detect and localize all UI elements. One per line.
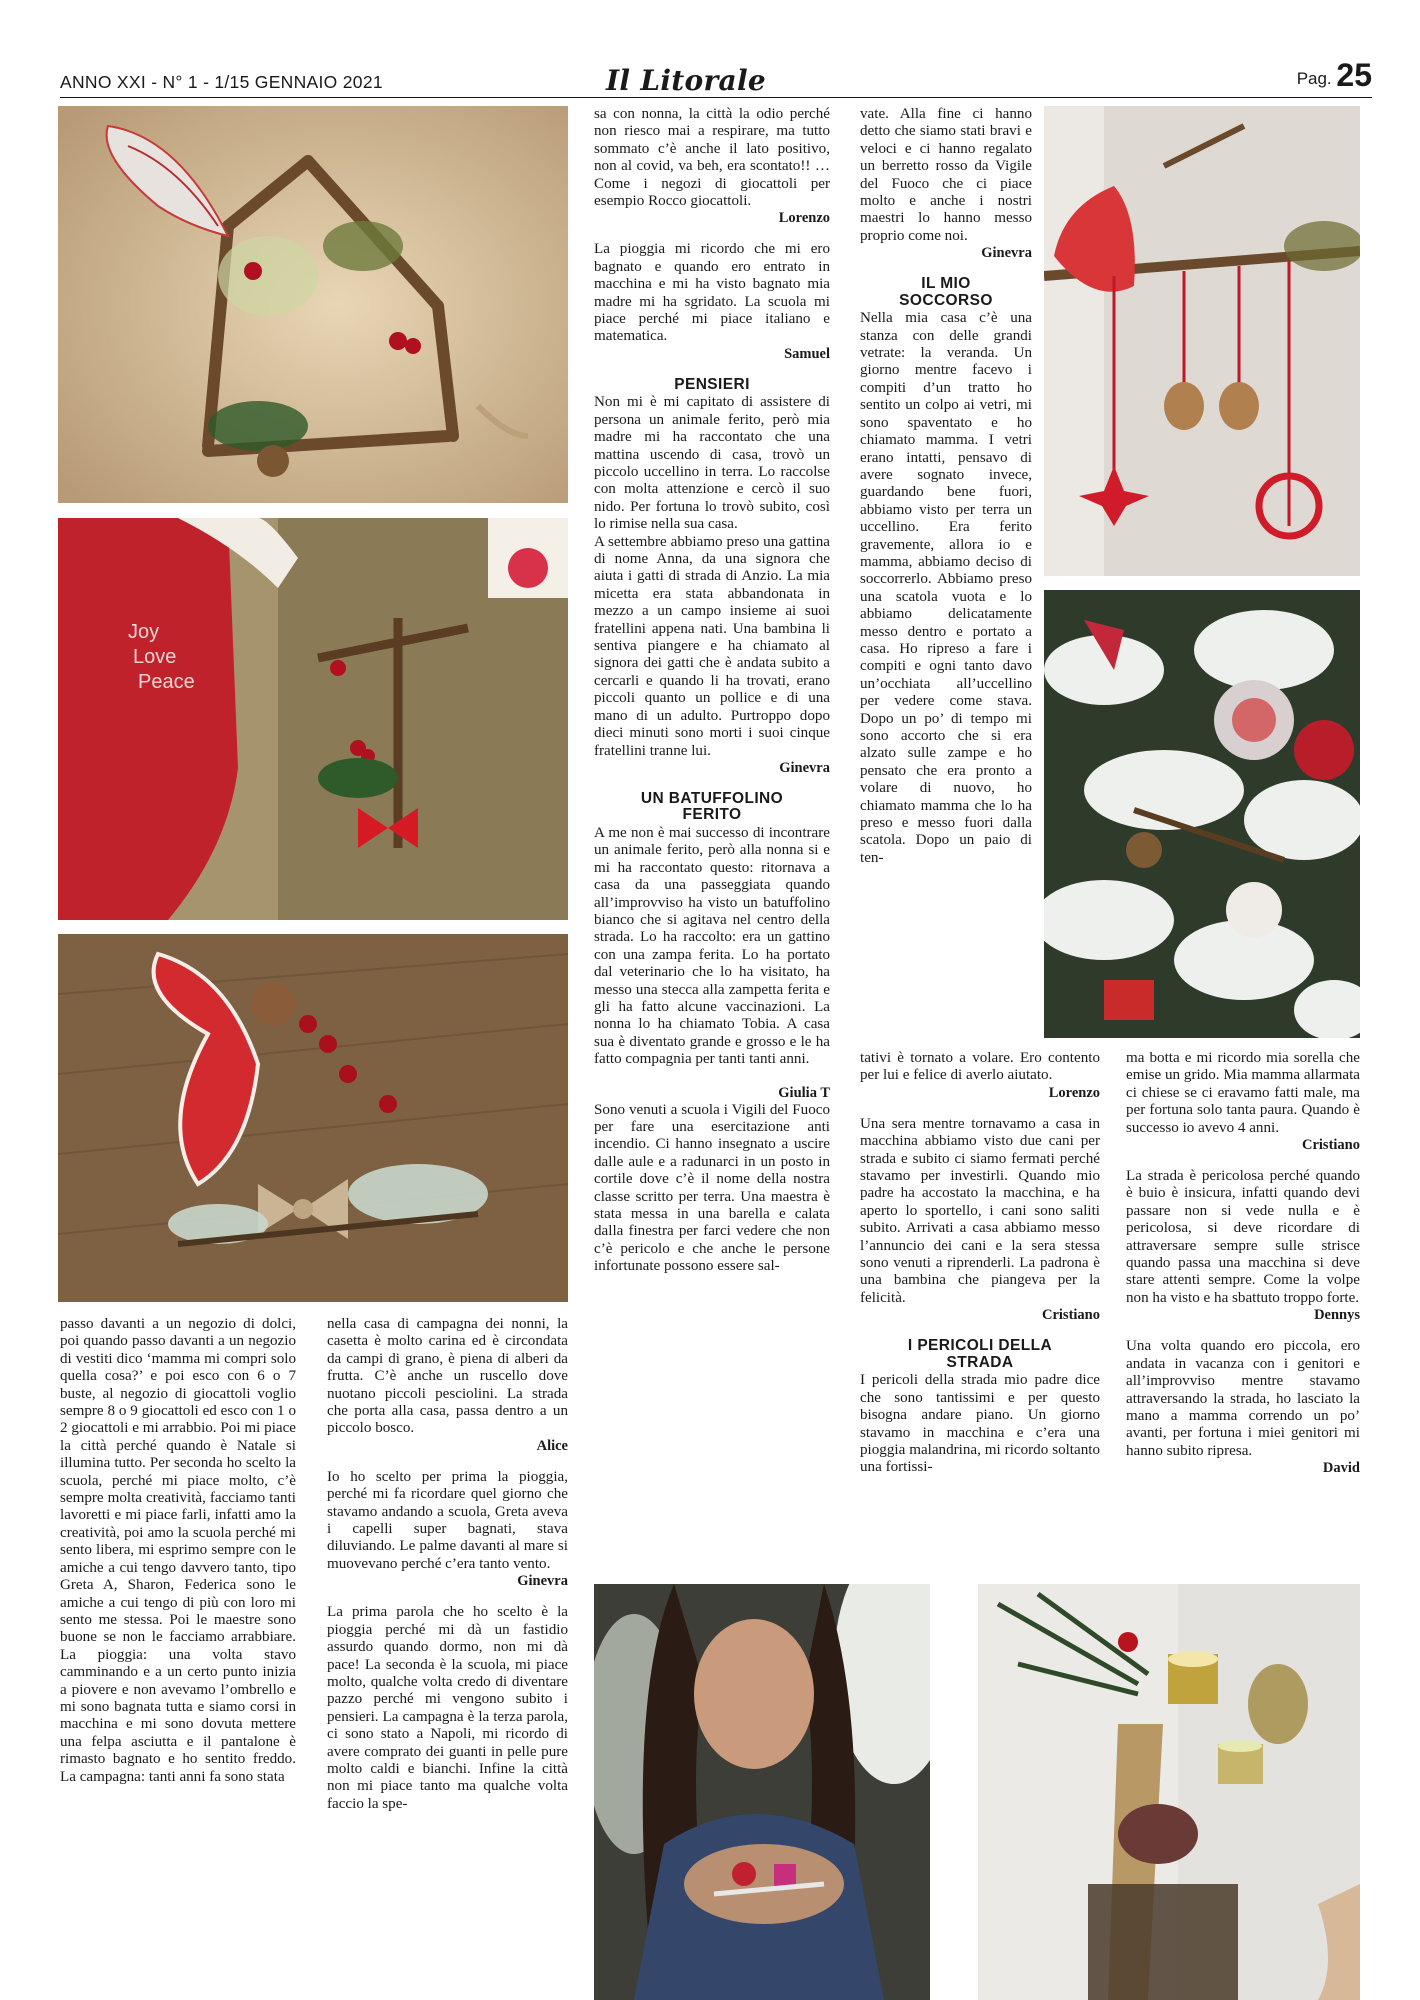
article-text: vate. Alla fine ci hanno detto che siamo stati bravi e veloci e ci hanno regalato un berretto rosso da Vigile del Fuoco che ci piace molto e anche i nostri maestri lo hanno messo proprio come noi. [860,106,1032,244]
stocking-text-joy: Joy [128,621,160,643]
author-signature: Lorenzo [1048,1084,1100,1101]
author-signature: Ginevra [779,759,830,776]
author-signature: Giulia T [778,1084,830,1101]
article-text: ma botta e mi ricordo mia sorella che emise un grido. Mia mamma allarmata ci chiese se ci eravamo fatti male, ma per fortuna solo tanta paura. Quando è successo io avevo 4 anni. [1126,1050,1360,1136]
photo-jar-candle-centerpiece [978,1584,1360,2000]
page-label: Pag. [1296,69,1332,88]
page-num: 25 [1336,57,1372,93]
column-5 [1126,1050,1360,1576]
photo-leaf-ornament-on-wood [58,934,568,1302]
column-4-upper [860,106,1032,1050]
article-text: La prima parola che ho scelto è la pioggia perché mi dà un fastidio assurdo quando dormo, non mi dà pace! La seconda è la scuola, mi piace molto, qualche volta credo di diventare pazzo perché mi vengono subito i pensieri. La campagna è la terza parola, ci sono stato a Napoli, mi ricordo di avere comprato dei guanti in pelle pure molto caldi e bianchi. Infine la città non mi piace tanto ma qualche volta faccio la spe- [327,1604,568,1812]
article-text: A me non è mai successo di incontrare un animale ferito, però alla nonna si e mi ha raccontato questo: ritornava a casa da una passeggiata quando all’improvviso ha visto un batuffolino bianco che si agitava nel centro della strada. Lo ha raccolto: era un gattino con una zampa ferita. Lo ha portato dal veterinario che lo ha visitato, ha messo una stecca alla zampetta ferita e gli ha fatto alcune vaccinazioni. La nonna lo ha chiamato Tobia. A casa sua è diventato grande e grosso e le ha fatto compagnia per tanti tanti anni. [594,824,830,1068]
masthead-title: Il Litorale [605,64,767,97]
photo-twig-house-wreath [58,106,568,503]
stocking-text-peace: Peace [138,671,195,693]
article-text: La strada è pericolosa perché quando è buio è insicura, infatti quando devi passare non si vede nulla e è pericolosa, si deve ricordare di attraversare sempre sulle strisce quando passa una macchina si deve stare attenti sempre. Come la volpe non ha visto e ha sbattuto troppo forte. [1126,1168,1360,1306]
page-header [60,58,1372,98]
photo-christmas-stocking [58,518,568,920]
article-text: A settembre abbiamo preso una gattina di nome Anna, da una signora che aiuta i gatti di strada di Anzio. La mia micetta era stata abbandonata in mezzo a un campo insieme ai suoi fratellini appena nati. Una bambina li sentiva piangere e ha chiamato al signora dei gatti che è andata subito a cercarli e quando li ha trovati, erano piccoli quanto un pollice e di una mano di un adulto. Purtroppo dopo dieci minuti sono morti i suoi cinque fratellini tranne lui. [594,533,830,759]
article-text: Io ho scelto per prima la pioggia, perché mi fa ricordare quel giorno che stavamo andando a scuola, Greta aveva i capelli super bagnati, stava diluviando. Le palme davanti al mare si muovevano perché c’era tanto vento. [327,1468,568,1572]
column-4-lower [860,1050,1100,1576]
column-3 [594,106,830,1576]
author-signature: Lorenzo [778,210,830,227]
issue-info: ANNO XXI - N° 1 - 1/15 GENNAIO 2021 [60,72,383,92]
article-text: sa con nonna, la città la odio perché non riesco mai a respirare, ma tutto sommato c’è anche il lato positivo, non al covid, va beh, era scontato!! … Come i negozi di giocattoli per esempio Rocco giocattoli. [594,106,830,210]
article-text: passo davanti a un negozio di dolci, poi quando passo davanti a un negozio di vestiti dico ‘mamma mi compri solo quella cosa?’ e poi esco con 6 o 7 buste, al negozio di giocattoli voglio sempre 8 o 9 giocattoli ed esco con 1 o 2 giocattoli e mi arrabbio. Poi mi piace la città perché quando è Natale si illumina tutto. Per seconda ho scelto la scuola, perché mi piace molto, c’è sempre molta creatività, facciamo tanti lavoretti e mi piace farli, infatti amo la creatività, poi amo la scuola perché mi sento libera, mi esprimo sempre con le amiche a cui tengo davvero tanto, tipo Greta A, Sharon, Federica sono le amiche a cui tengo di più con loro mi sento me stessa. Poi le maestre sono buone se non le facciamo arrabbiare. La pioggia: una volta stavo camminando e a un certo punto inizia a piovere e non avevamo l’ombrello e mi sono bagnata tutta e siamo corsi in macchina e mi sono dovuta mettere una felpa asciutta e il pantalone è rimasto bagnato e ho sentito freddo. La campagna: tanti anni fa sono stata [60,1316,296,1785]
author-signature: Dennys [1314,1307,1360,1324]
photo-hanging-twig-ornament [1044,106,1360,576]
article-heading: I PERICOLI DELLA STRADA [907,1337,1053,1371]
article-text: I pericoli della strada mio padre dice che sono tantissimi e per questo bisogna andare piano. Un giorno stavamo in macchina e c’era una pioggia malandrina, mi ricordo soltanto una fortissi- [860,1372,1100,1476]
stocking-text-love: Love [133,646,177,668]
article-heading: IL MIO SOCCORSO [899,275,993,309]
article-text: nella casa di campagna dei nonni, la casetta è molto carina ed è circondata da campi di grano, è piena di alberi da frutta. C’è anche un ruscello dove nuotano piccoli pesciolini. La strada che porta alla casa, passa dentro a un piccolo bosco. [327,1316,568,1437]
column-center-bottom [327,1316,568,1996]
author-signature: Samuel [784,345,830,362]
article-heading: UN BATUFFOLINO FERITO [640,789,784,824]
author-signature: Cristiano [1302,1137,1360,1154]
article-text: Non mi è mi capitato di assistere di persona un animale ferito, però mia madre mi ha raccontato che una mattina uscendo di casa, trovò un piccolo uccellino in terra. Lo raccolse con molta attenzione e cercò il suo nido. Per fortuna lo trovò subito, così lo rimise nella sua casa. [594,394,830,533]
article-text: tativi è tornato a volare. Ero contento per lui e felice di averlo aiutato. [860,1050,1100,1084]
article-text: La pioggia mi ricordo che mi ero bagnato e quando ero entrato in macchina e mi ha visto bagnato mia madre mi ha sgridato. La scuola mi piace perché mi piace italiano e matematica. [594,241,830,345]
author-signature: Ginevra [981,245,1032,262]
author-signature: David [1322,1460,1360,1477]
page-number [1297,57,1372,94]
author-signature: Ginevra [517,1573,568,1590]
author-signature: Alice [536,1437,568,1454]
article-text: Una volta quando ero piccola, ero andata in vacanza con i genitori e all’improvviso mentre stavamo attraversando la strada, ho lasciato la mano a mamma correndo un po’ avanti, per fortuna i miei genitori mi hanno subito ripresa. [1126,1338,1360,1459]
article-heading: PENSIERI [674,375,750,393]
article-text: Sono venuti a scuola i Vigili del Fuoco per fare una esercitazione anti incendio. Ci hanno insegnato a uscire dalle aule e a radunarci in un posto in cortile dove c’è il nome della nostra classe scritto per terra. Una maestra è stata messa in una barella e calata dalla finestra per farci vedere che non c’è pericolo e che anche le persone infortunate possono essere sal- [594,1101,830,1275]
photo-snowy-christmas-tree [1044,590,1360,1038]
article-text: Nella mia casa c’è una stanza con delle grandi vetrate: la veranda. Un giorno mentre facevo i compiti d’un tratto ho sentito un colpo ai vetri, mi sono spaventato e ho chiamato mamma. I vetri erano intatti, pensavo di avere sognato invece, guardando bene fuori, abbiamo visto per terra un uccellino. Era ferito gravemente, allora io e mamma, abbiamo deciso di soccorrerlo. Abbiamo preso una scatola vuota e lo abbiamo delicatamente messo dentro e portato a casa. Ho ripreso a fare i compiti e ogni tanto davo un’occhiata all’uccellino per vedere come stava. Dopo un po’ di tempo mi sono accorto che si era alzato sulle zampe e ho pensato che era pronto a volare di nuovo, ho chiamato mamma che lo ha preso e messo fuori dalla scatola. Dopo un paio di ten- [860,310,1032,866]
photo-child-with-ornament [594,1584,930,2000]
article-text: Una sera mentre tornavamo a casa in macchina abbiamo visto due cani per strada e subito ci siamo fermati perché stavamo per investirli. Quando mio padre ha accostato la macchina, e ha aperto lo sportello, i cani sono saliti subito. Arrivati a casa abbiamo messo l’annuncio dei cani e la sera stessa sono venuti a riprenderli. La padrona è una bambina che piangeva per la felicità. [860,1115,1100,1306]
column-left-bottom [60,1316,296,1996]
author-signature: Cristiano [1042,1307,1100,1324]
